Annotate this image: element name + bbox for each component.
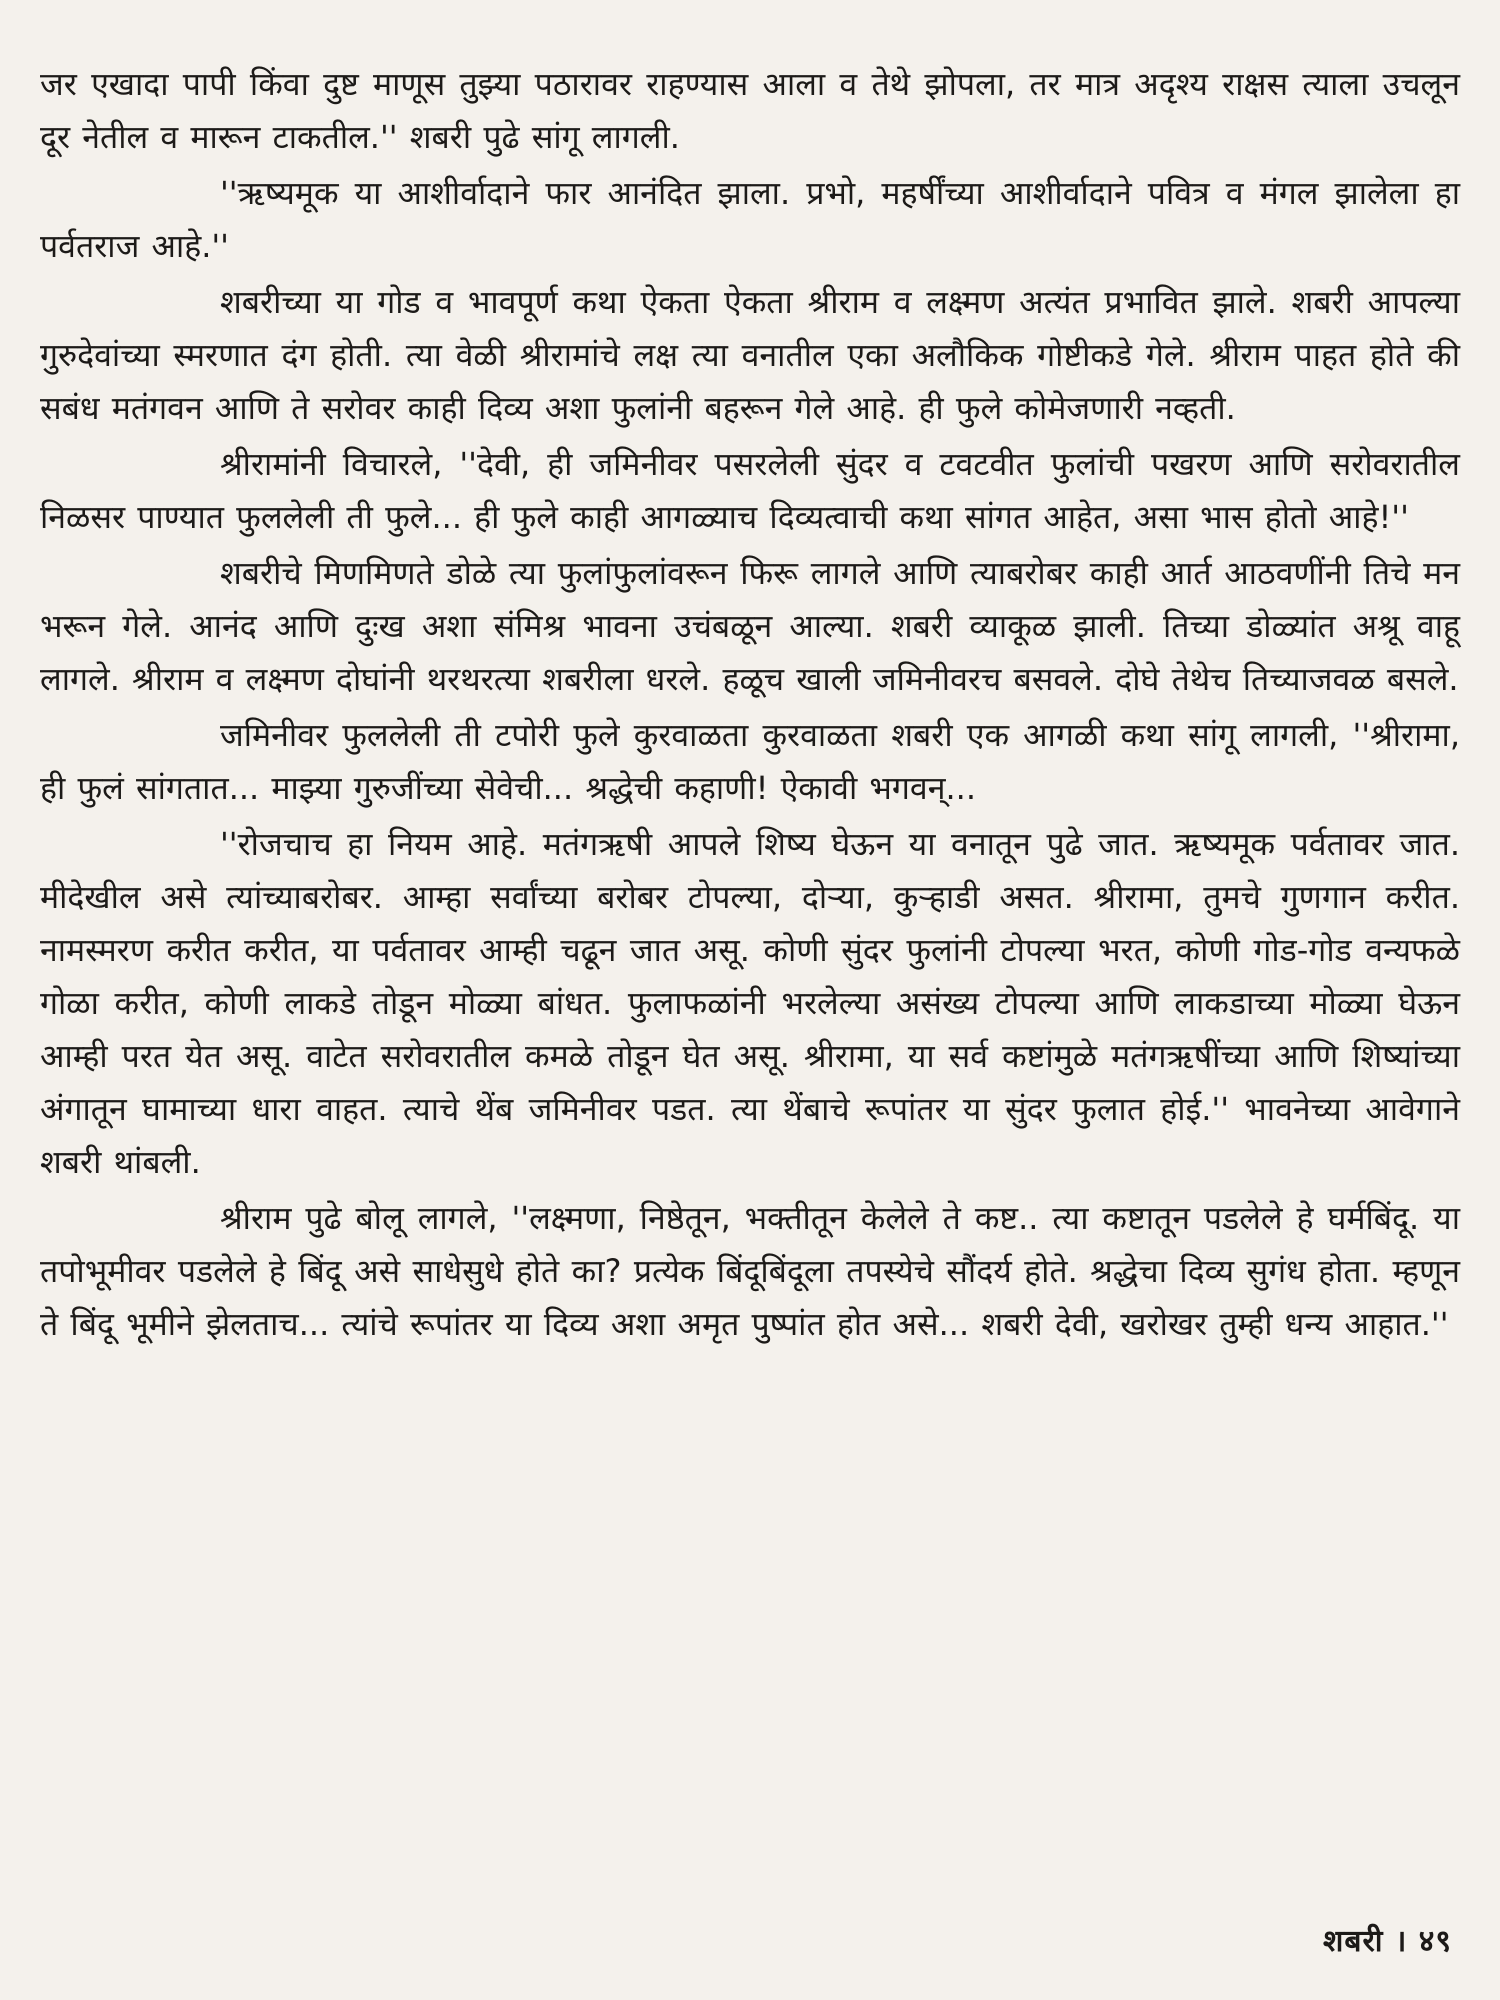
paragraph-daily-routine: ''रोजचाच हा नियम आहे. मतंगऋषी आपले शिष्य घेऊन या वनातून पुढे जात. ऋष्यमूक पर्वतावर जात. मीदेखील असे त्यांच्याबरोबर. आम्हा सर्वांच्या बरोबर टोपल्या, दोऱ्या, कुऱ्हाडी असत. श्रीरामा, तुमचे गुणगान करीत. नामस्मरण करीत करीत, या पर्वतावर आम्ही चढून जात असू. कोणी सुंदर फुलांनी टोपल्या भरत, कोणी गोड-गोड वन्यफळे गोळा करीत, कोणी लाकडे तोडून मोळ्या बांधत. फुलाफळांनी भरलेल्या असंख्य टोपल्या आणि लाकडाच्या मोळ्या घेऊन आम्ही परत येत असू. वाटेत सरोवरातील कमळे तोडून घेत असू. श्रीरामा, या सर्व कष्टांमुळे मतंगऋषींच्या आणि शिष्यांच्या अंगातून घामाच्या धारा वाहत. त्याचे थेंब जमिनीवर पडत. त्या थेंबाचे रूपांतर या सुंदर फुलात होई.'' भावनेच्या आवेगाने शबरी थांबली. bbox=[40, 825, 1460, 1181]
paragraph-rishyamook-blessing: ''ऋष्यमूक या आशीर्वादाने फार आनंदित झाला. प्रभो, महर्षींच्या आशीर्वादाने पवित्र व मंगल झालेला हा पर्वतराज आहे.'' bbox=[40, 174, 1460, 265]
paragraph-shabari-emotional: शबरीचे मिणमिणते डोळे त्या फुलांफुलांवरून फिरू लागले आणि त्याबरोबर काही आर्त आठवणींनी तिचे मन भरून गेले. आनंद आणि दुःख अशा संमिश्र भावना उचंबळून आल्या. शबरी व्याकूळ झाली. तिच्या डोळ्यांत अश्रू वाहू लागले. श्रीराम व लक्ष्मण दोघांनी थरथरत्या शबरीला धरले. हळूच खाली जमिनीवरच बसवले. दोघे तेथेच तिच्याजवळ बसले. bbox=[40, 554, 1460, 698]
paragraph-shriram-asks: श्रीरामांनी विचारले, ''देवी, ही जमिनीवर पसरलेली सुंदर व टवटवीत फुलांची पखरण आणि सरोवरातील निळसर पाण्यात फुललेली ती फुले... ही फुले काही आगळ्याच दिव्यत्वाची कथा सांगत आहेत, असा भास होतो आहे!'' bbox=[40, 445, 1460, 536]
footer-separator: । bbox=[1394, 1924, 1408, 1959]
page-footer bbox=[1323, 1919, 1452, 1960]
footer-book-title: शबरी bbox=[1322, 1924, 1384, 1959]
page-body-text bbox=[40, 58, 1460, 1351]
paragraph-divine-flowers: शबरीच्या या गोड व भावपूर्ण कथा ऐकता ऐकता श्रीराम व लक्ष्मण अत्यंत प्रभावित झाले. शबरी आपल्या गुरुदेवांच्या स्मरणात दंग होती. त्या वेळी श्रीरामांचे लक्ष त्या वनातील एका अलौकिक गोष्टीकडे गेले. श्रीराम पाहत होते की सबंध मतंगवन आणि ते सरोवर काही दिव्य अशा फुलांनी बहरून गेले आहे. ही फुले कोमेजणारी नव्हती. bbox=[40, 283, 1460, 427]
paragraph-continuation: जर एखादा पापी किंवा दुष्ट माणूस तुझ्या पठारावर राहण्यास आला व तेथे झोपला, तर मात्र अदृश्य राक्षस त्याला उचलून दूर नेतील व मारून टाकतील.'' शबरी पुढे सांगू लागली. bbox=[40, 65, 1460, 156]
paragraph-shriram-speaks: श्रीराम पुढे बोलू लागले, ''लक्ष्मणा, निष्ठेतून, भक्तीतून केलेले ते कष्ट.. त्या कष्टातून पडलेले हे घर्मबिंदू. या तपोभूमीवर पडलेले हे बिंदू असे साधेसुधे होते का? प्रत्येक बिंदूबिंदूला तपस्येचे सौंदर्य होते. श्रद्धेचा दिव्य सुगंध होता. म्हणून ते बिंदू भूमीने झेलताच... त्यांचे रूपांतर या दिव्य अशा अमृत पुष्पांत होत असे... शबरी देवी, खरोखर तुम्ही धन्य आहात.'' bbox=[40, 1199, 1460, 1343]
paragraph-shabari-story-begins: जमिनीवर फुललेली ती टपोरी फुले कुरवाळता कुरवाळता शबरी एक आगळी कथा सांगू लागली, ''श्रीरामा, ही फुलं सांगतात... माझ्या गुरुजींच्या सेवेची... श्रद्धेची कहाणी! ऐकावी भगवन्... bbox=[40, 716, 1460, 807]
footer-page-number: ४९ bbox=[1418, 1924, 1452, 1959]
